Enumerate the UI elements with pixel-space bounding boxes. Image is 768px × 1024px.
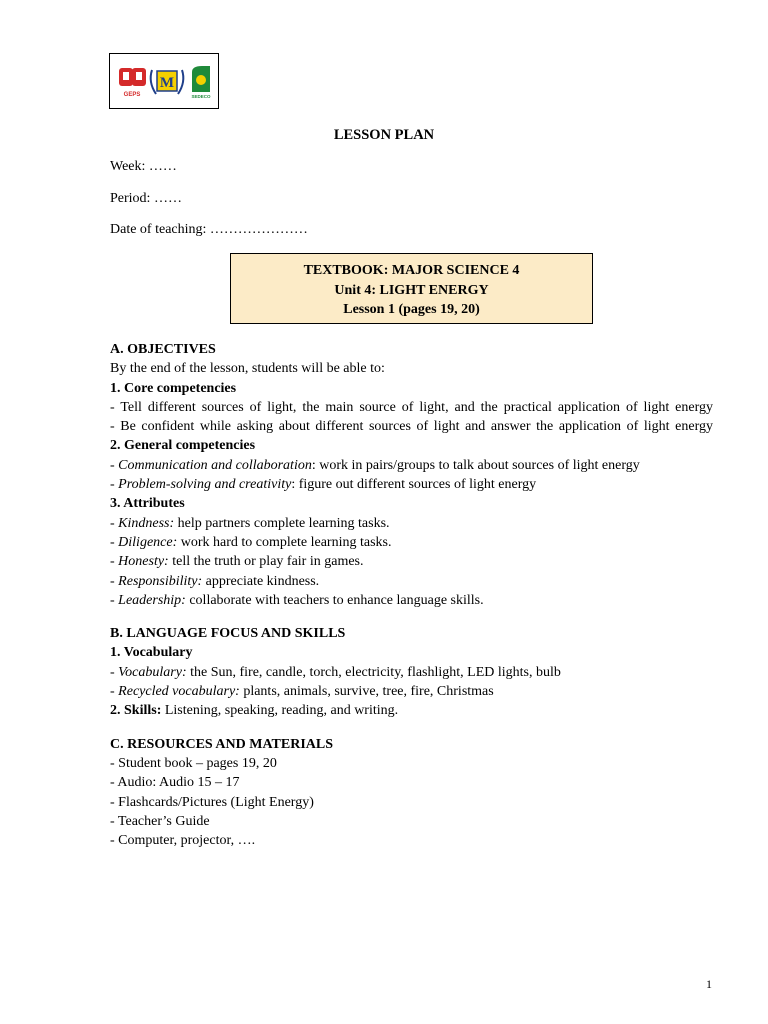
attribute-item: - Responsibility: appreciate kindness. [110,573,320,589]
resource-item: - Computer, projector, …. [110,833,256,849]
date-of-teaching-field: Date of teaching: ………………… [110,222,308,237]
attribute-label: Kindness: [118,515,175,531]
resource-item: - Teacher’s Guide [110,813,210,829]
resource-item: - Student book – pages 19, 20 [110,755,277,771]
geps-logo-text: GEPS [123,92,141,98]
general-competency-label: Problem-solving and creativity [118,477,292,493]
attribute-item: - Diligence: work hard to complete learning tasks. [110,534,392,550]
attribute-item: - Kindness: help partners complete learning tasks. [110,515,390,531]
page-title: LESSON PLAN [333,127,435,143]
resource-item: - Flashcards/Pictures (Light Energy) [110,794,314,810]
week-field: Week: …… [110,159,177,174]
general-competency-item: - Problem-solving and creativity: figure out different sources of light energy [110,477,537,493]
attributes-heading: 3. Attributes [110,496,185,512]
core-competency-item: - Be confident while asking about different sources of light and answer the application of light energy [110,419,713,435]
general-competency-text: : work in pairs/groups to talk about sources of light energy [311,457,640,473]
attribute-label: Honesty: [118,554,169,570]
attribute-text: appreciate kindness. [202,573,320,589]
attribute-text: work hard to complete learning tasks. [177,534,392,550]
vocabulary-label: Vocabulary: [118,664,187,680]
attribute-text: help partners complete learning tasks. [174,515,390,531]
general-competency-label: Communication and collaboration [118,457,312,473]
sedeco-logo-text: SEDECO [191,94,211,99]
resources-heading: C. RESOURCES AND MATERIALS [110,736,334,752]
unit-title: Unit 4: LIGHT ENERGY [334,282,489,298]
vocabulary-label: Recycled vocabulary: [118,684,240,700]
vocabulary-text: the Sun, fire, candle, torch, electricity, flashlight, LED lights, bulb [186,664,561,680]
vocabulary-heading: 1. Vocabulary [110,645,193,661]
core-competencies-heading: 1. Core competencies [110,380,237,396]
textbook-title: TEXTBOOK: MAJOR SCIENCE 4 [303,263,520,278]
attribute-label: Leadership: [118,592,186,608]
general-competency-text: : figure out different sources of light energy [291,477,537,493]
m-logo-text: M [159,75,175,91]
objectives-heading: A. OBJECTIVES [110,342,216,357]
textbook-info-box [230,253,593,324]
lesson-content [110,340,713,850]
page-number: 1 [706,977,712,991]
vocabulary-item: - Vocabulary: the Sun, fire, candle, torch, electricity, flashlight, LED lights, bulb [110,664,561,680]
general-competencies-heading: 2. General competencies [110,438,256,454]
m-logo-icon [151,70,184,94]
attribute-label: Responsibility: [118,573,203,589]
attribute-item: - Leadership: collaborate with teachers to enhance language skills. [110,592,484,608]
vocabulary-item: - Recycled vocabulary: plants, animals, survive, tree, fire, Christmas [110,684,494,700]
attribute-item: - Honesty: tell the truth or play fair in games. [110,554,364,570]
sedeco-logo-icon [191,66,211,99]
lesson-title: Lesson 1 (pages 19, 20) [343,302,480,317]
geps-logo-icon [119,68,146,98]
resource-item: - Audio: Audio 15 – 17 [110,775,240,791]
school-logos [110,54,220,110]
vocabulary-text: plants, animals, survive, tree, fire, Christmas [239,684,494,700]
skills-text: Listening, speaking, reading, and writing. [161,703,399,719]
core-competency-item: - Tell different sources of light, the main source of light, and the practical application of light energy [110,399,713,415]
attribute-text: tell the truth or play fair in games. [168,554,364,570]
objectives-intro: By the end of the lesson, students will be able to: [110,361,385,377]
skills-line [110,701,713,720]
skills-label: 2. Skills: [110,703,162,719]
logo-box [109,53,219,109]
period-field: Period: …… [110,191,182,206]
attribute-text: collaborate with teachers to enhance language skills. [185,592,484,608]
general-competency-item: - Communication and collaboration: work in pairs/groups to talk about sources of light energy [110,457,640,473]
language-focus-heading: B. LANGUAGE FOCUS AND SKILLS [110,626,346,642]
attribute-label: Diligence: [118,534,178,550]
